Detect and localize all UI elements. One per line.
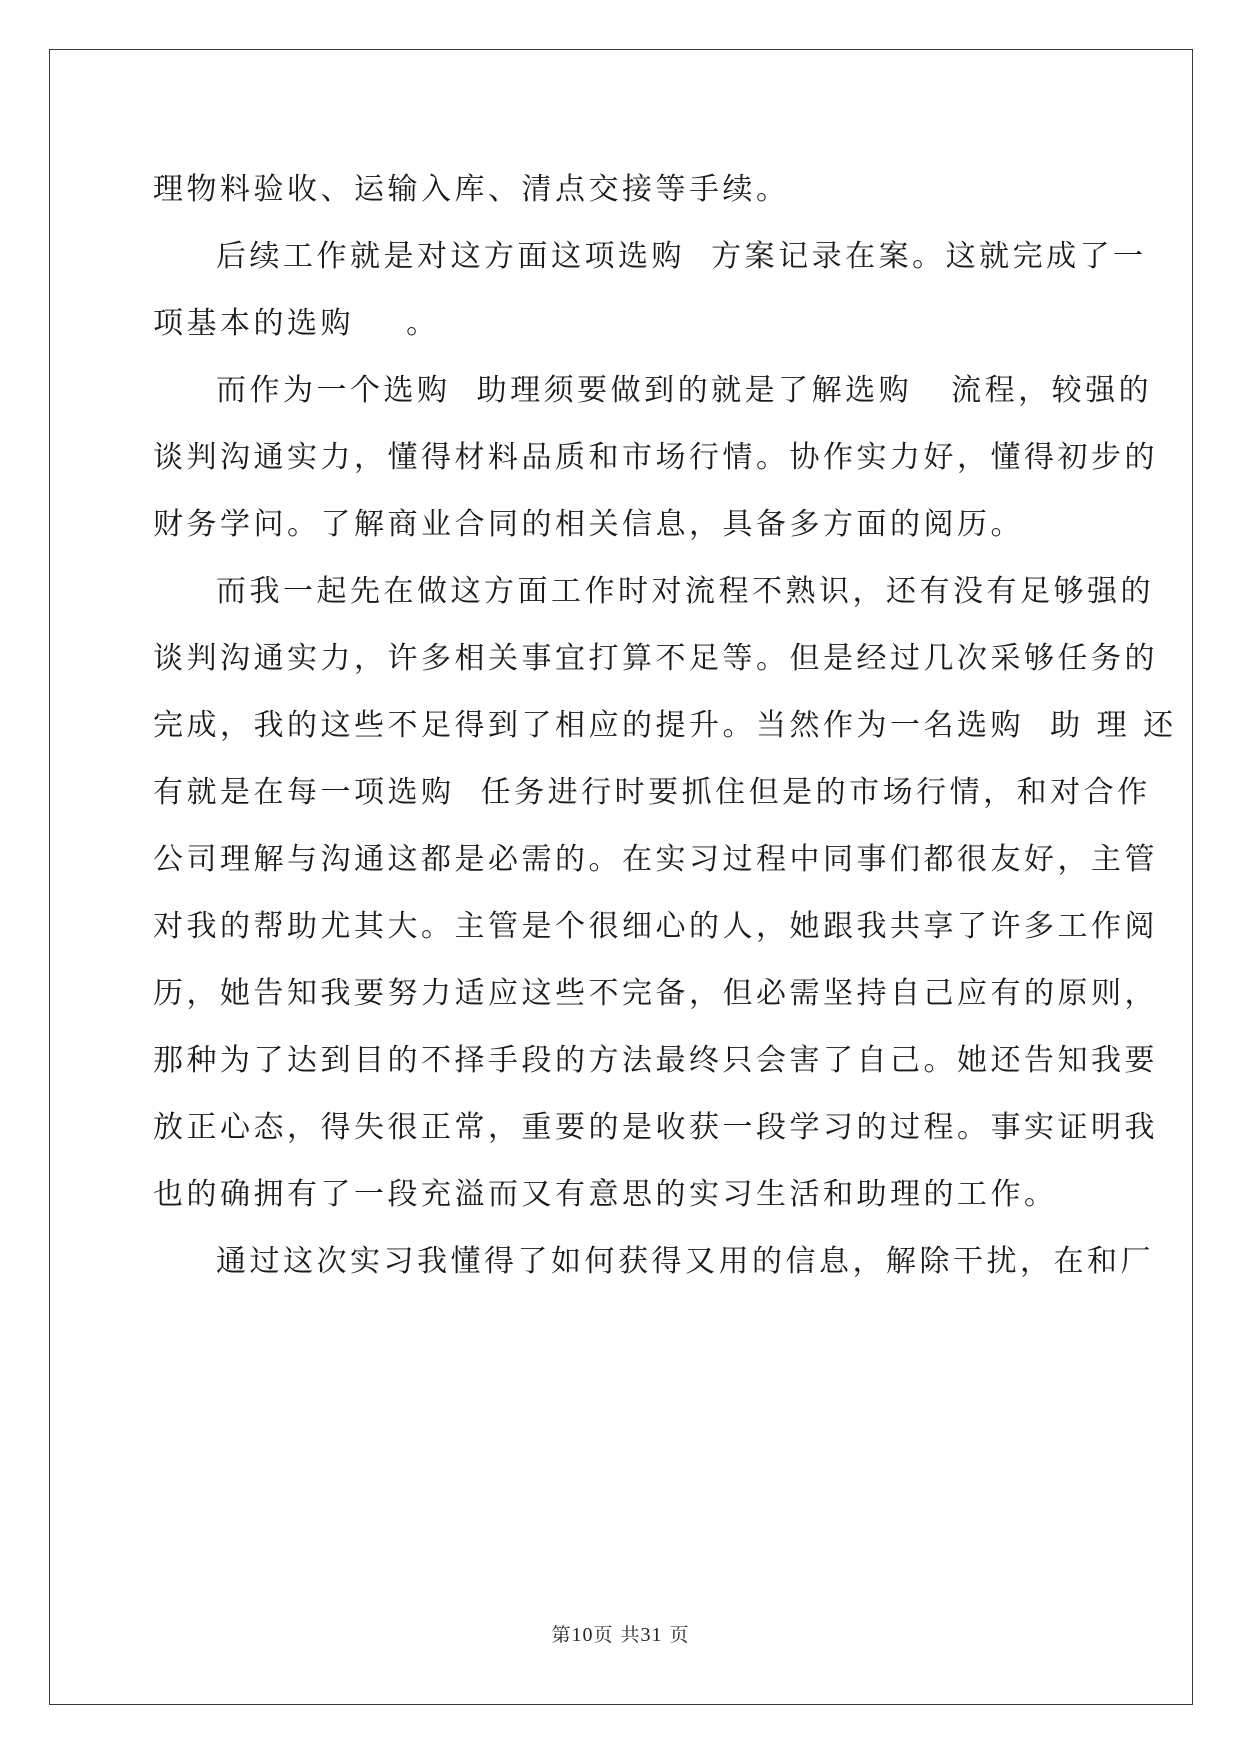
text-line: 对我的帮助尤其大。主管是个很细心的人，她跟我共享了许多工作阅	[153, 909, 1158, 944]
current-page-number: 10	[571, 1624, 594, 1646]
text-line: 有就是在每一项选购 任务进行时要抓住但是的市场行情，和对合作	[153, 775, 1151, 810]
text-line: 而作为一个选购 助理须要做到的就是了解选购 流程，较强的	[216, 373, 1153, 408]
footer-middle: 页 共	[593, 1624, 641, 1646]
text-line: 历，她告知我要努力适应这些不完备，但必需坚持自己应有的原则，	[153, 976, 1158, 1011]
text-line: 后续工作就是对这方面这项选购 方案记录在案。这就完成了一	[216, 239, 1147, 274]
text-line: 谈判沟通实力，许多相关事宜打算不足等。但是经过几次采够任务的	[153, 641, 1158, 676]
text-line: 通过这次实习我懂得了如何获得又用的信息，解除干扰，在和厂	[216, 1244, 1154, 1279]
text-line: 公司理解与沟通这都是必需的。在实习过程中同事们都很友好，主管	[153, 842, 1158, 877]
footer-suffix: 页	[662, 1624, 690, 1646]
text-line: 谈判沟通实力，懂得材料品质和市场行情。协作实力好，懂得初步的	[153, 440, 1158, 475]
text-line: 理物料验收、运输入库、清点交接等手续。	[153, 172, 790, 207]
page-footer	[0, 1620, 1241, 1647]
text-line: 完成，我的这些不足得到了相应的提升。当然作为一名选购 助 理 还	[153, 708, 1177, 743]
text-line: 项基本的选购 。	[153, 306, 440, 341]
text-line: 也的确拥有了一段充溢而又有意思的实习生活和助理的工作。	[153, 1177, 1058, 1212]
text-line: 放正心态，得失很正常，重要的是收获一段学习的过程。事实证明我	[153, 1110, 1158, 1145]
total-pages-number: 31	[640, 1624, 663, 1646]
footer-prefix: 第	[551, 1624, 572, 1646]
text-line: 那种为了达到目的不择手段的方法最终只会害了自己。她还告知我要	[153, 1043, 1158, 1078]
text-line: 财务学问。了解商业合同的相关信息，具备多方面的阅历。	[153, 507, 1024, 542]
document-body	[153, 156, 1177, 1295]
text-line: 而我一起先在做这方面工作时对流程不熟识，还有没有足够强的	[216, 574, 1154, 609]
